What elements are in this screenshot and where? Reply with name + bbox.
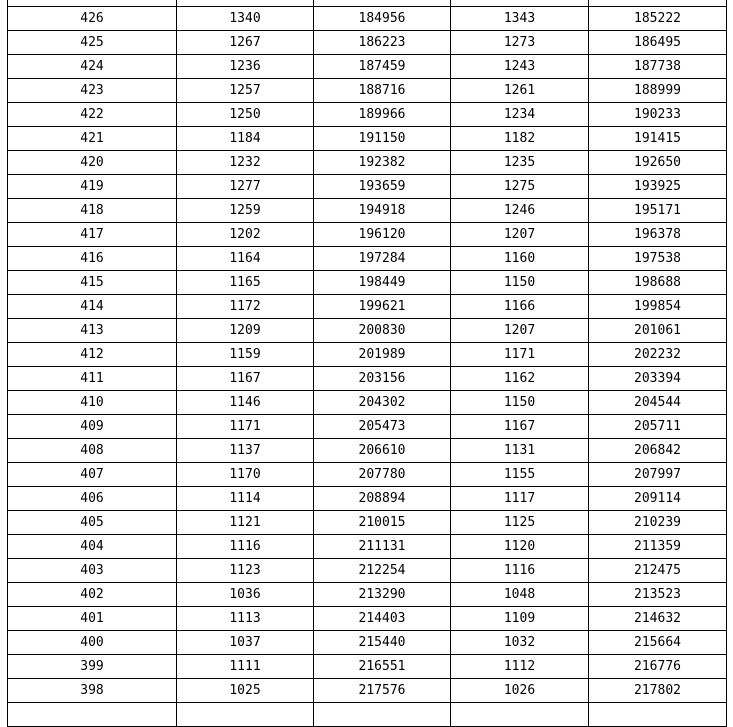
count-a-cell: 1036 <box>177 583 314 607</box>
count-a-cell: 1159 <box>177 343 314 367</box>
count-a-cell <box>177 703 314 727</box>
table-row <box>8 103 727 127</box>
score-cell: 406 <box>8 487 177 511</box>
cumulative-a-cell: 214403 <box>314 607 451 631</box>
count-b-cell: 1235 <box>451 151 589 175</box>
cumulative-b-cell: 217802 <box>589 679 727 703</box>
score-cell: 414 <box>8 295 177 319</box>
cumulative-b-cell: 210239 <box>589 511 727 535</box>
count-a-cell: 1267 <box>177 31 314 55</box>
count-a-cell: 1259 <box>177 199 314 223</box>
cumulative-b-cell: 203394 <box>589 367 727 391</box>
cumulative-a-cell <box>314 703 451 727</box>
table-row <box>8 583 727 607</box>
cumulative-a-cell: 199621 <box>314 295 451 319</box>
score-cell: 404 <box>8 535 177 559</box>
count-b-cell: 1243 <box>451 55 589 79</box>
score-cell: 425 <box>8 31 177 55</box>
cumulative-b-cell: 187738 <box>589 55 727 79</box>
table-row <box>8 31 727 55</box>
count-a-cell: 1170 <box>177 463 314 487</box>
score-cell: 424 <box>8 55 177 79</box>
cumulative-a-cell: 198449 <box>314 271 451 295</box>
score-cell: 405 <box>8 511 177 535</box>
cumulative-a-cell: 212254 <box>314 559 451 583</box>
count-a-cell: 1113 <box>177 607 314 631</box>
cumulative-a-cell: 201989 <box>314 343 451 367</box>
score-cell: 407 <box>8 463 177 487</box>
score-cell: 413 <box>8 319 177 343</box>
table-row <box>8 511 727 535</box>
score-cell: 416 <box>8 247 177 271</box>
cumulative-a-cell: 206610 <box>314 439 451 463</box>
table-row <box>8 487 727 511</box>
score-cell <box>8 703 177 727</box>
score-cell: 420 <box>8 151 177 175</box>
count-a-cell: 1202 <box>177 223 314 247</box>
cumulative-a-cell: 213290 <box>314 583 451 607</box>
count-b-cell: 1112 <box>451 655 589 679</box>
count-a-cell: 1236 <box>177 55 314 79</box>
score-table-container <box>7 0 727 727</box>
cumulative-b-cell: 196378 <box>589 223 727 247</box>
count-a-cell: 1116 <box>177 535 314 559</box>
cumulative-a-cell: 204302 <box>314 391 451 415</box>
count-b-cell: 1155 <box>451 463 589 487</box>
score-cell: 409 <box>8 415 177 439</box>
cumulative-b-cell: 206842 <box>589 439 727 463</box>
table-row <box>8 295 727 319</box>
score-cell: 402 <box>8 583 177 607</box>
cumulative-a-cell: 211131 <box>314 535 451 559</box>
score-cell: 418 <box>8 199 177 223</box>
cumulative-b-cell: 214632 <box>589 607 727 631</box>
score-cell: 421 <box>8 127 177 151</box>
cumulative-b-cell: 192650 <box>589 151 727 175</box>
cumulative-b-cell <box>589 703 727 727</box>
score-cell: 426 <box>8 7 177 31</box>
table-row <box>8 679 727 703</box>
count-a-cell: 1172 <box>177 295 314 319</box>
score-table <box>7 0 727 727</box>
count-b-cell: 1131 <box>451 439 589 463</box>
table-row <box>8 559 727 583</box>
count-a-cell: 1146 <box>177 391 314 415</box>
cumulative-a-cell: 188716 <box>314 79 451 103</box>
count-b-cell: 1207 <box>451 223 589 247</box>
count-b-cell: 1166 <box>451 295 589 319</box>
count-b-cell: 1171 <box>451 343 589 367</box>
cumulative-a-cell: 207780 <box>314 463 451 487</box>
score-cell: 415 <box>8 271 177 295</box>
count-a-cell: 1232 <box>177 151 314 175</box>
cumulative-a-cell: 210015 <box>314 511 451 535</box>
cumulative-b-cell: 198688 <box>589 271 727 295</box>
score-cell: 423 <box>8 79 177 103</box>
cumulative-a-cell: 189966 <box>314 103 451 127</box>
cumulative-b-cell: 211359 <box>589 535 727 559</box>
cumulative-b-cell: 193925 <box>589 175 727 199</box>
cumulative-b-cell: 195171 <box>589 199 727 223</box>
count-b-cell: 1343 <box>451 7 589 31</box>
count-a-cell: 1123 <box>177 559 314 583</box>
cumulative-b-cell: 213523 <box>589 583 727 607</box>
score-cell: 401 <box>8 607 177 631</box>
cumulative-b-cell: 199854 <box>589 295 727 319</box>
table-row <box>8 319 727 343</box>
count-a-cell: 1184 <box>177 127 314 151</box>
count-a-cell: 1209 <box>177 319 314 343</box>
count-b-cell: 1167 <box>451 415 589 439</box>
cumulative-a-cell: 197284 <box>314 247 451 271</box>
count-b-cell <box>451 703 589 727</box>
count-b-cell: 1150 <box>451 271 589 295</box>
count-b-cell: 1117 <box>451 487 589 511</box>
count-b-cell: 1048 <box>451 583 589 607</box>
count-b-cell: 1261 <box>451 79 589 103</box>
cumulative-a-cell: 191150 <box>314 127 451 151</box>
score-cell: 399 <box>8 655 177 679</box>
count-a-cell: 1137 <box>177 439 314 463</box>
count-b-cell: 1032 <box>451 631 589 655</box>
cumulative-a-cell: 200830 <box>314 319 451 343</box>
cumulative-b-cell: 191415 <box>589 127 727 151</box>
cumulative-a-cell: 205473 <box>314 415 451 439</box>
cumulative-b-cell: 202232 <box>589 343 727 367</box>
table-row <box>8 367 727 391</box>
table-row <box>8 271 727 295</box>
count-b-cell: 1120 <box>451 535 589 559</box>
count-b-cell: 1246 <box>451 199 589 223</box>
count-a-cell: 1340 <box>177 7 314 31</box>
table-row <box>8 7 727 31</box>
count-a-cell: 1114 <box>177 487 314 511</box>
count-b-cell: 1275 <box>451 175 589 199</box>
count-a-cell: 1111 <box>177 655 314 679</box>
count-a-cell: 1164 <box>177 247 314 271</box>
cumulative-a-cell: 196120 <box>314 223 451 247</box>
table-row <box>8 223 727 247</box>
count-b-cell: 1150 <box>451 391 589 415</box>
count-a-cell: 1171 <box>177 415 314 439</box>
cumulative-a-cell: 203156 <box>314 367 451 391</box>
table-row <box>8 175 727 199</box>
count-b-cell: 1026 <box>451 679 589 703</box>
score-cell: 412 <box>8 343 177 367</box>
count-a-cell: 1257 <box>177 79 314 103</box>
count-b-cell: 1162 <box>451 367 589 391</box>
table-row <box>8 463 727 487</box>
table-row <box>8 79 727 103</box>
count-b-cell: 1234 <box>451 103 589 127</box>
cumulative-b-cell: 212475 <box>589 559 727 583</box>
cumulative-b-cell: 197538 <box>589 247 727 271</box>
score-cell: 411 <box>8 367 177 391</box>
cumulative-b-cell: 201061 <box>589 319 727 343</box>
cumulative-b-cell: 186495 <box>589 31 727 55</box>
score-table-body <box>8 0 727 727</box>
table-row <box>8 343 727 367</box>
table-row <box>8 151 727 175</box>
count-b-cell: 1160 <box>451 247 589 271</box>
cumulative-a-cell: 194918 <box>314 199 451 223</box>
count-a-cell: 1165 <box>177 271 314 295</box>
table-row <box>8 55 727 79</box>
table-row <box>8 415 727 439</box>
cumulative-b-cell: 209114 <box>589 487 727 511</box>
score-cell: 408 <box>8 439 177 463</box>
table-row <box>8 391 727 415</box>
table-row <box>8 631 727 655</box>
count-a-cell: 1037 <box>177 631 314 655</box>
score-cell: 403 <box>8 559 177 583</box>
cumulative-b-cell: 205711 <box>589 415 727 439</box>
table-row <box>8 535 727 559</box>
count-a-cell: 1121 <box>177 511 314 535</box>
cumulative-a-cell: 215440 <box>314 631 451 655</box>
cumulative-b-cell: 188999 <box>589 79 727 103</box>
table-row <box>8 247 727 271</box>
cumulative-b-cell: 185222 <box>589 7 727 31</box>
count-a-cell: 1167 <box>177 367 314 391</box>
cumulative-b-cell: 204544 <box>589 391 727 415</box>
cumulative-a-cell: 193659 <box>314 175 451 199</box>
cumulative-b-cell: 216776 <box>589 655 727 679</box>
score-cell: 400 <box>8 631 177 655</box>
cumulative-a-cell: 208894 <box>314 487 451 511</box>
cumulative-a-cell: 216551 <box>314 655 451 679</box>
count-b-cell: 1125 <box>451 511 589 535</box>
table-row <box>8 199 727 223</box>
count-b-cell: 1207 <box>451 319 589 343</box>
cumulative-a-cell: 187459 <box>314 55 451 79</box>
table-row <box>8 439 727 463</box>
count-b-cell: 1109 <box>451 607 589 631</box>
cumulative-a-cell: 192382 <box>314 151 451 175</box>
count-b-cell: 1273 <box>451 31 589 55</box>
table-row <box>8 127 727 151</box>
score-cell: 422 <box>8 103 177 127</box>
count-b-cell: 1182 <box>451 127 589 151</box>
table-row <box>8 655 727 679</box>
cumulative-b-cell: 190233 <box>589 103 727 127</box>
count-a-cell: 1025 <box>177 679 314 703</box>
score-cell: 417 <box>8 223 177 247</box>
score-cell: 419 <box>8 175 177 199</box>
cumulative-a-cell: 184956 <box>314 7 451 31</box>
count-b-cell: 1116 <box>451 559 589 583</box>
count-a-cell: 1277 <box>177 175 314 199</box>
count-a-cell: 1250 <box>177 103 314 127</box>
cumulative-b-cell: 207997 <box>589 463 727 487</box>
score-cell: 410 <box>8 391 177 415</box>
score-cell: 398 <box>8 679 177 703</box>
table-row <box>8 703 727 727</box>
table-row <box>8 607 727 631</box>
cumulative-b-cell: 215664 <box>589 631 727 655</box>
cumulative-a-cell: 217576 <box>314 679 451 703</box>
cumulative-a-cell: 186223 <box>314 31 451 55</box>
